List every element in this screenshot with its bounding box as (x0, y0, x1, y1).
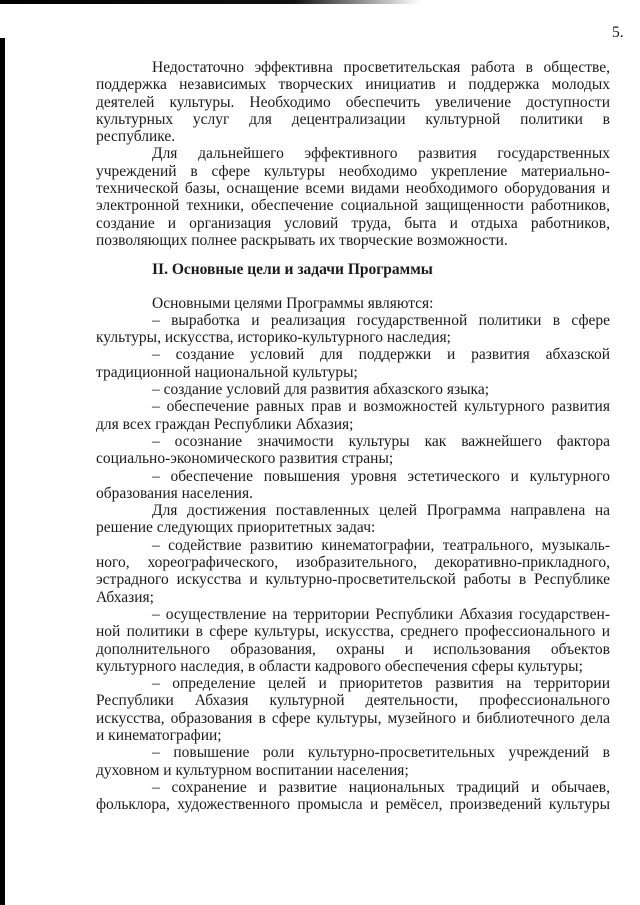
text-line: – сохранение и развитие национальных традиций и обычаев, (152, 778, 610, 796)
text-line: ного, хореографического, изобразительного, декоративно-прикладного, (96, 554, 610, 572)
text-line: – осознание значимости культуры как важнейшего фактора (152, 432, 610, 450)
section-heading: II. Основные цели и задачи Программы (152, 261, 433, 279)
text-line: поддержка независимых творческих инициатив и поддержка молодых (96, 76, 610, 94)
text-line: эстрадного искусства и культурно-просветительской работы в Республике (96, 571, 610, 589)
text-line: – обеспечение повышения уровня эстетического и культурного (152, 467, 610, 485)
paragraph (96, 675, 610, 744)
text-line: деятелей культуры. Необходимо обеспечить увеличение доступности (96, 93, 610, 111)
text-line: образования населения. (96, 484, 253, 502)
text-line: – обеспечение равных прав и возможностей культурного развития (152, 398, 610, 416)
text-line: позволяющих полнее раскрывать их творческие возможности. (96, 231, 508, 249)
paragraph (96, 381, 610, 398)
paragraph (96, 59, 610, 145)
text-line: культуры, искусства, историко-культурного наследия; (96, 329, 451, 347)
text-line: создание и организация условий труда, быта и отдыха работников, (96, 214, 610, 232)
paragraph (96, 537, 610, 606)
text-line: решение следующих приоритетных задач: (96, 519, 376, 537)
text-line: социально-экономического развития страны; (96, 450, 394, 468)
paragraph (96, 744, 610, 779)
text-line: культурного наследия, в области кадрового обеспечения сферы культуры; (96, 657, 583, 675)
text-line: учреждений в сфере культуры необходимо укрепление материально- (96, 162, 610, 180)
text-line: – содействие развитию кинематографии, театрального, музыкаль- (152, 536, 610, 554)
paragraph (96, 145, 610, 249)
text-line: Недостаточно эффективна просветительская работа в обществе, (152, 59, 610, 76)
text-line: – создание условий для поддержки и развития абхазской (152, 346, 610, 364)
text-line: искусства, образования в сфере культуры, музейного и библиотечного дела (96, 709, 610, 727)
paragraph (96, 502, 610, 537)
goals-section (96, 295, 610, 814)
paragraph (96, 606, 610, 675)
text-line: ной политики в сфере культуры, искусства, среднего профессионального и (96, 623, 610, 641)
scan-edge-left (0, 38, 5, 905)
text-line: фольклора, художественного промысла и ремёсел, произведений культуры (96, 796, 610, 814)
intro-section (96, 59, 610, 249)
text-line: Для дальнейшего эффективного развития государственных (152, 145, 610, 163)
text-line: Для достижения поставленных целей Программа направлена на (152, 502, 610, 520)
text-line: дополнительного образования, охраны и использования объектов (96, 640, 610, 658)
paragraph (96, 468, 610, 503)
text-line: – повышение роли культурно-просветительных учреждений в (152, 744, 610, 762)
text-line: – осуществление на территории Республики Абхазия государствен- (152, 605, 610, 623)
text-line: технической базы, оснащение всеми видами необходимого оборудования и (96, 180, 610, 198)
text-line: электронной техники, обеспечение социальной защищенности работников, (96, 197, 610, 215)
document-body (96, 59, 610, 813)
paragraph (96, 398, 610, 433)
text-line: традиционной национальной культуры; (96, 363, 358, 381)
paragraph (96, 295, 610, 312)
text-line: – выработка и реализация государственной политики в сфере (152, 311, 610, 329)
text-line: духовном и культурном воспитании населения; (96, 761, 409, 779)
page-number: 5. (612, 24, 624, 41)
text-line: – определение целей и приоритетов развития на территории (152, 675, 610, 693)
text-line: для всех граждан Республики Абхазия; (96, 415, 354, 433)
paragraph (96, 433, 610, 468)
text-line: – создание условий для развития абхазского языка; (152, 381, 490, 399)
text-line: культурных услуг для децентрализации культурной политики в (96, 110, 610, 128)
text-line: республике. (96, 128, 176, 146)
paragraph (96, 312, 610, 347)
text-line: Абхазия; (96, 588, 154, 606)
text-line: и кинематографии; (96, 726, 222, 744)
text-line: Основными целями Программы являются: (152, 294, 434, 312)
scan-edge-top (0, 0, 420, 4)
paragraph (96, 346, 610, 381)
paragraph (96, 779, 610, 814)
text-line: Республики Абхазия культурной деятельности, профессионального (96, 692, 610, 710)
